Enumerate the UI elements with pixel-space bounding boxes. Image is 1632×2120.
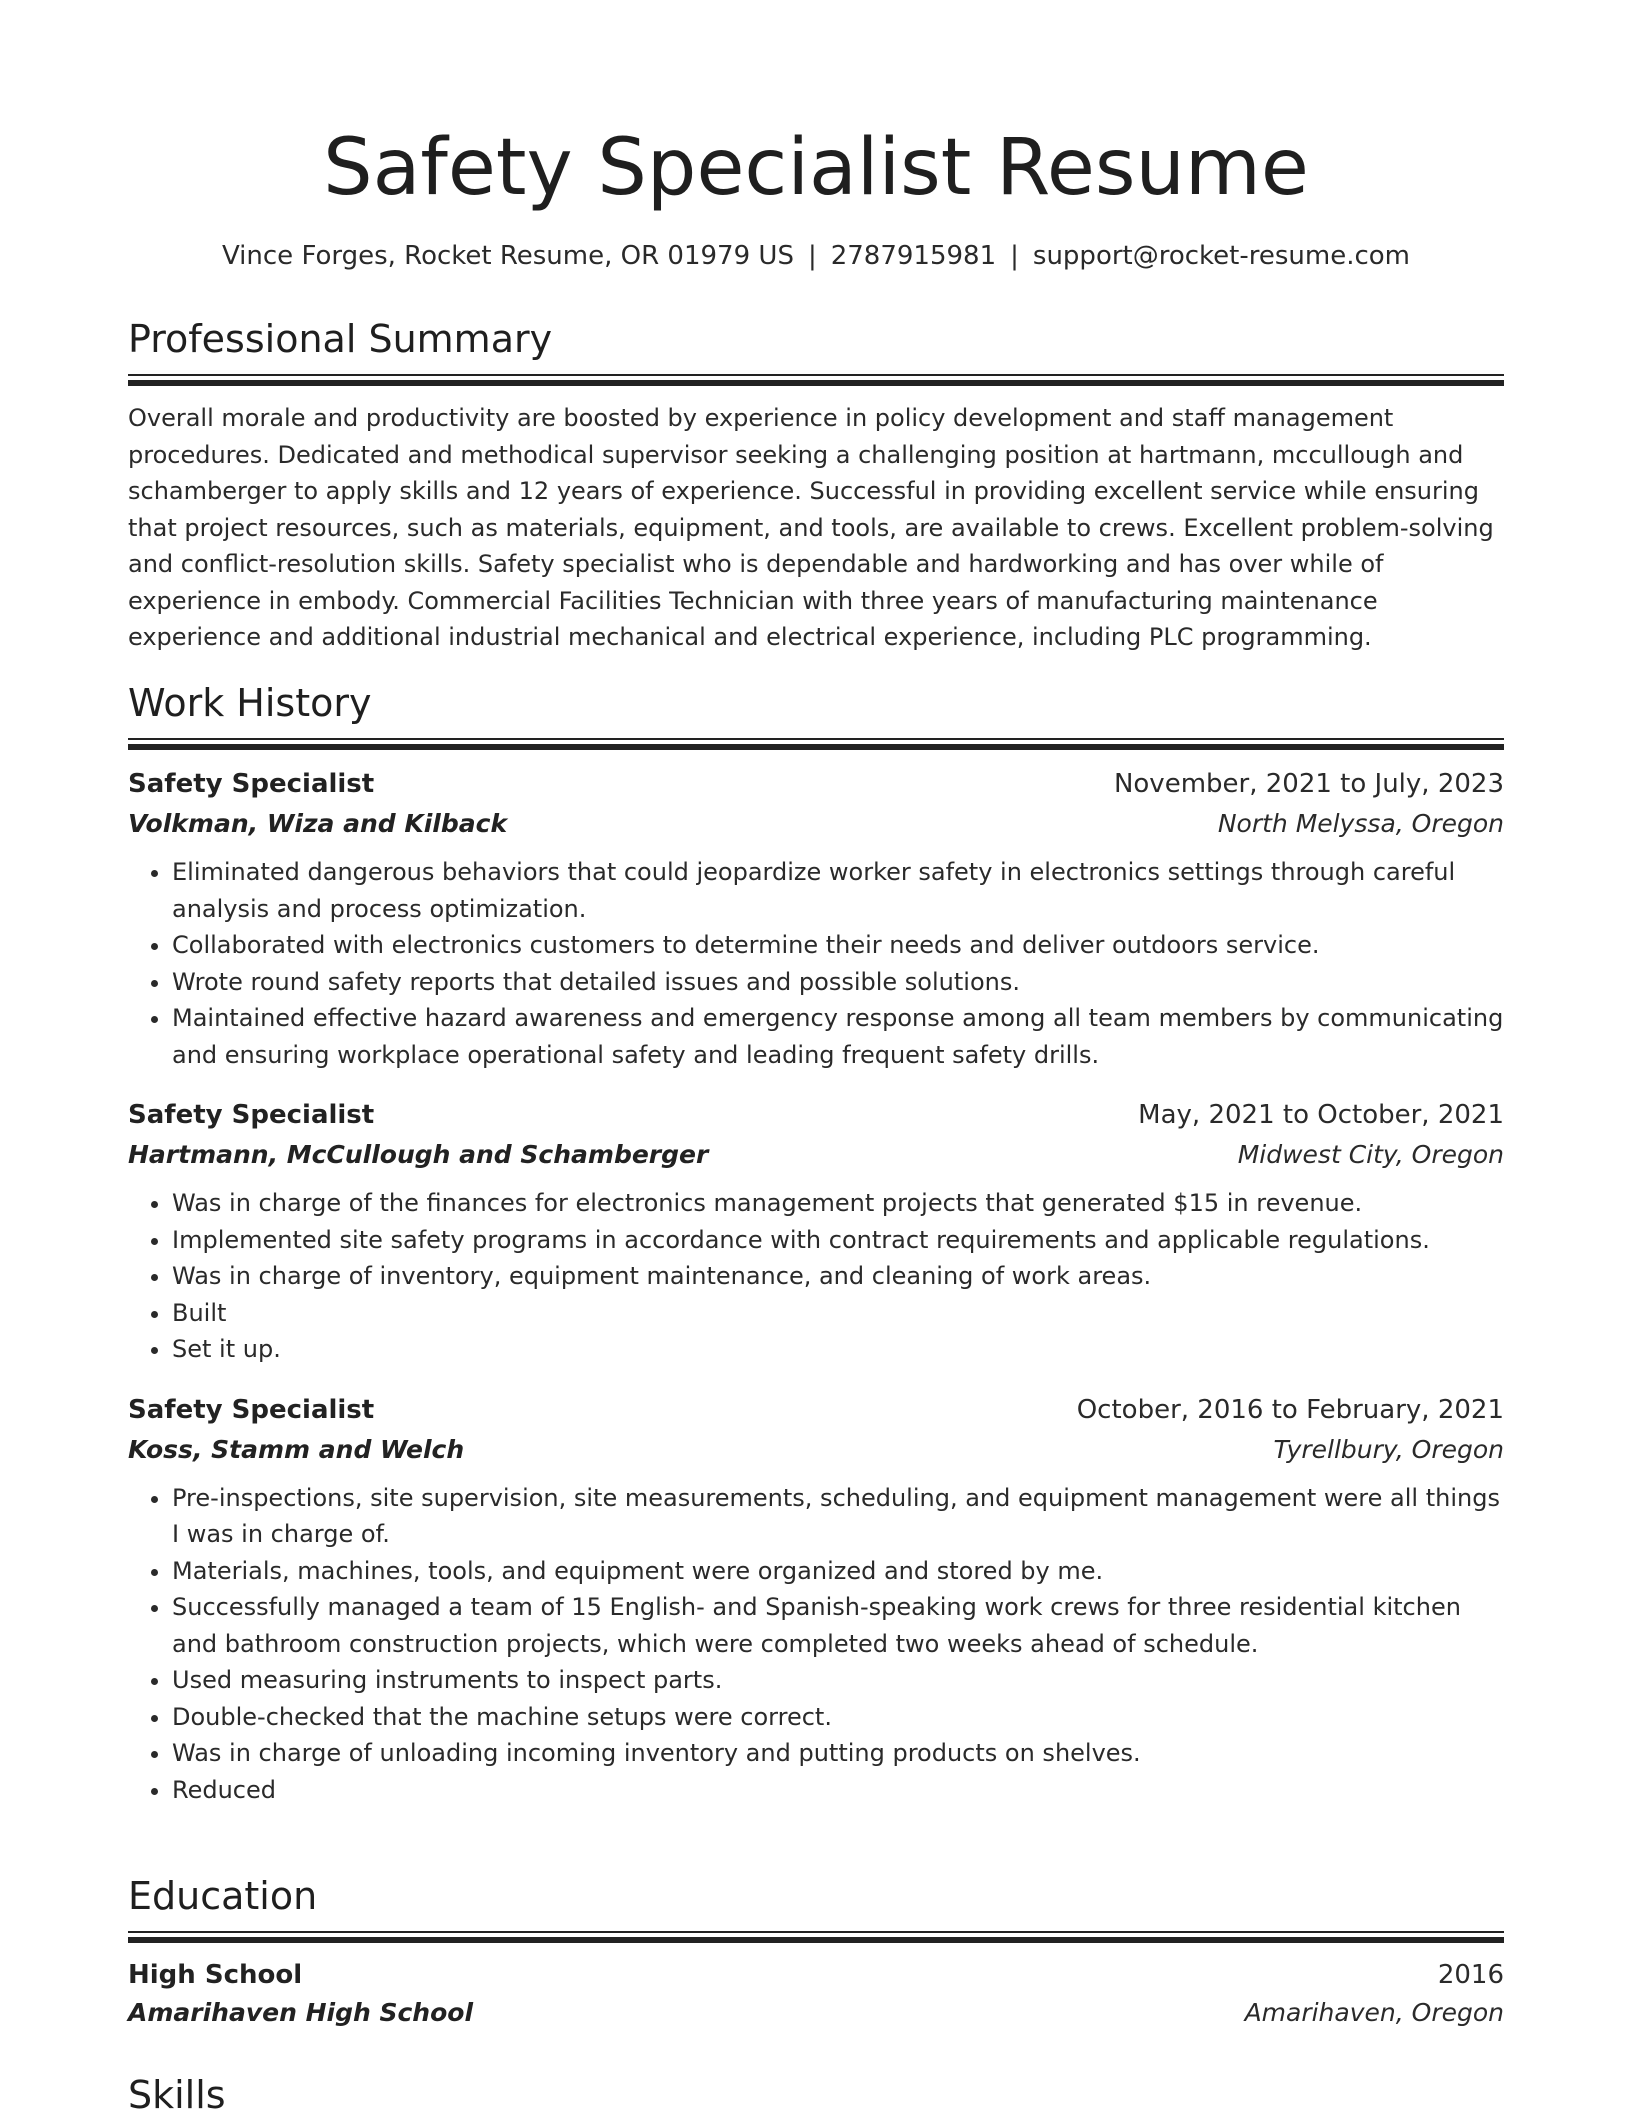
job-company: Hartmann, McCullough and Schamberger [128,1140,709,1169]
job-dates: May, 2021 to October, 2021 [1138,1100,1504,1130]
summary-text: Overall morale and productivity are boosted by experience in policy development and staff management procedures. Dedicated and methodical supervisor seeking a challenging position at hartmann, mccullough and schamberger to apply skills and 12 years of experience. Successful in providing excellent service while ensuring that project resources, such as materials, equipment, and tools, are available to crews. Excellent problem-solving and conflict-resolution skills. Safety specialist who is dependable and hardworking and has over while of experience in embody. Commercial Facilities Technician with three years of manufacturing maintenance experience and additional industrial mechanical and electrical experience, including PLC programming. [128,404,1494,651]
job-bullet: • Materials, machines, tools, and equipment were organized and stored by me. [172,1553,1504,1590]
job-company: Koss, Stamm and Welch [128,1434,465,1464]
contact-separator: | [807,241,817,271]
job-bullet: • Was in charge of unloading incoming inventory and putting products on shelves. [172,1735,1504,1772]
job-bullet: • Reduced [172,1772,1504,1809]
education-year: 2016 [1437,1960,1504,1990]
job-bullet: • Set it up. [172,1331,1504,1368]
job-entry [128,1095,1504,1368]
job-bullets [128,1185,1504,1368]
job-bullet: • Used measuring instruments to inspect parts. [172,1662,1504,1699]
job-bullet: • Implemented site safety programs in accordance with contract requirements and applicable regulations. [172,1222,1504,1259]
contact-separator: | [1010,241,1019,271]
job-bullet: • Was in charge of inventory, equipment maintenance, and cleaning of work areas. [172,1258,1504,1295]
job-entry [128,1390,1504,1809]
job-bullet: • Pre-inspections, site supervision, site measurements, scheduling, and equipment management were all things I was in charge of. [172,1480,1504,1553]
contact-line [128,238,1504,274]
education-entry [128,1955,1504,2031]
job-bullets [128,1480,1504,1809]
skills-heading: Skills [128,2073,226,2117]
job-bullet: • Maintained effective hazard awareness and emergency response among all team members by communicating and ensuring workplace operational safety and leading frequent safety drills. [172,1000,1504,1073]
job-bullet: • Wrote round safety reports that detailed issues and possible solutions. [172,964,1504,1001]
page-title: Safety Specialist Resume [323,123,1309,213]
job-bullet: • Collaborated with electronics customers to determine their needs and deliver outdoors service. [172,927,1504,964]
education-degree: High School [128,1960,303,1990]
work-history-section [128,678,1504,1808]
job-title: Safety Specialist [128,769,375,799]
section-divider [128,738,1504,752]
education-location: Amarihaven, Oregon [1244,1998,1504,2027]
skills-section [128,2070,1504,2120]
education-section [128,1871,1504,2031]
education-heading: Education [128,1874,318,1918]
job-company: Volkman, Wiza and Kilback [128,809,508,838]
job-dates: October, 2016 to February, 2021 [1076,1394,1504,1425]
job-entry [128,764,1504,1073]
job-location: Tyrellbury, Oregon [1273,1434,1504,1464]
job-dates: November, 2021 to July, 2023 [1113,769,1504,799]
job-title: Safety Specialist [128,1100,375,1130]
summary-section [128,314,1504,656]
work-history-heading: Work History [128,681,372,725]
job-bullet: • Successfully managed a team of 15 English- and Spanish-speaking work crews for three residential kitchen and bathroom construction projects, which were completed two weeks ahead of schedule. [172,1589,1504,1662]
contact-phone: 2787915981 [830,241,997,271]
job-title: Safety Specialist [128,1394,375,1425]
job-bullets [128,854,1504,1073]
job-bullet: • Was in charge of the finances for electronics management projects that generated $15 in revenue. [172,1185,1504,1222]
summary-heading: Professional Summary [128,317,553,361]
contact-address: Vince Forges, Rocket Resume, OR 01979 US [221,241,794,271]
job-bullet: • Eliminated dangerous behaviors that could jeopardize worker safety in electronics settings through careful analysis and process optimization. [172,854,1504,927]
section-divider [128,1931,1504,1945]
education-school: Amarihaven High School [128,1998,474,2027]
job-location: North Melyssa, Oregon [1217,809,1504,838]
contact-email: support@rocket-resume.com [1032,241,1411,271]
job-bullet: • Built [172,1295,1504,1332]
job-location: Midwest City, Oregon [1237,1140,1504,1169]
section-divider [128,374,1504,388]
job-bullet: • Double-checked that the machine setups were correct. [172,1699,1504,1736]
